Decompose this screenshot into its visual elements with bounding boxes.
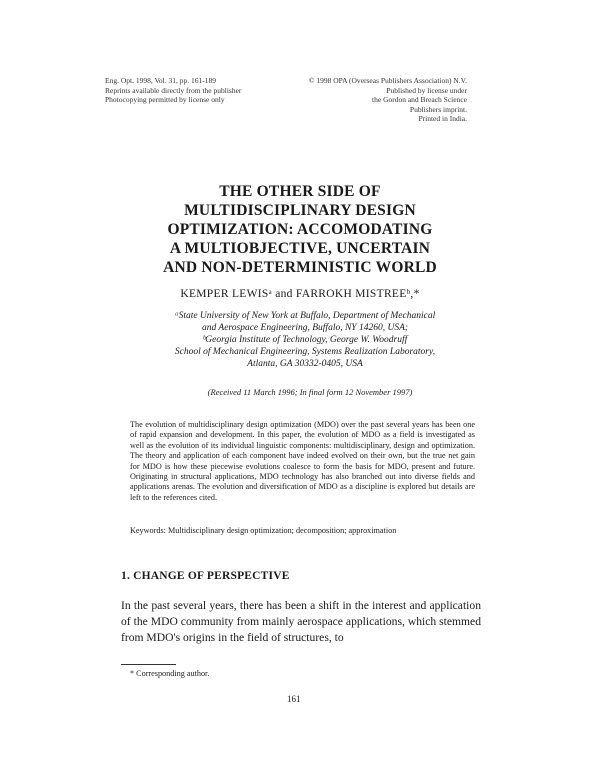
- abstract: The evolution of multidisciplinary design optimization (MDO) over the past several years has been one of rapid expansion and development. In this paper, the evolution of MDO as a field is investigated as well as the evolution of its individual linguistic components: multidisciplinary, design and optimization. The theory and application of each component have indeed evolved on their own, but the true net gain for MDO is how these piecewise evolutions coalesce to form the basis for MDO, present and future. Originating in structural applications, MDO technology has also branched out into diverse fields and applications arenas. The evolution and diversification of MDO as a discipline is explored but details are left to the references cited.: [130, 420, 475, 502]
- affiliations: [150, 310, 460, 370]
- journal-info-line: Photocopying permitted by license only: [105, 95, 225, 104]
- footnote: * Corresponding author.: [130, 669, 210, 678]
- affiliation-line: ᵃState University of New York at Buffalo, Department of Mechanical: [174, 311, 436, 321]
- title-line: THE OTHER SIDE OF: [219, 183, 381, 200]
- copyright-line: © 1998 OPA (Overseas Publishers Association) N.V.: [308, 76, 467, 85]
- title-line: AND NON-DETERMINISTIC WORLD: [163, 259, 437, 276]
- affiliation-line: School of Mechanical Engineering, Systems Realization Laboratory,: [174, 347, 436, 357]
- received-dates: (Received 11 March 1996; In final form 12 November 1997): [207, 387, 413, 397]
- affiliation-line: and Aerospace Engineering, Buffalo, NY 14260, USA;: [201, 323, 409, 333]
- copyright-info: [295, 76, 467, 124]
- keywords: Keywords: Multidisciplinary design optimization; decomposition; approximation: [130, 526, 397, 535]
- journal-info: [105, 76, 305, 105]
- affiliation-line: Atlanta, GA 30332-0405, USA: [247, 359, 363, 369]
- copyright-line: Published by license under: [386, 85, 467, 95]
- copyright-line: Publishers imprint.: [409, 104, 467, 114]
- page-number: 161: [287, 694, 301, 704]
- title-line: A MULTIOBJECTIVE, UNCERTAIN: [169, 240, 431, 257]
- title-line: MULTIDISCIPLINARY DESIGN: [184, 202, 416, 219]
- footnote-rule: [121, 664, 176, 665]
- paper-title: [160, 182, 440, 277]
- copyright-line: the Gordon and Breach Science: [372, 95, 467, 104]
- journal-info-line: Eng. Opt. 1998, Vol. 31, pp. 161-189: [105, 76, 216, 85]
- copyright-line: Printed in India.: [418, 114, 467, 123]
- journal-info-line: Reprints available directly from the publisher: [105, 85, 242, 95]
- section-heading: 1. CHANGE OF PERSPECTIVE: [121, 570, 290, 582]
- authors: KEMPER LEWISᵃ and FARROKH MISTREEᵇ,*: [180, 288, 420, 300]
- title-line: OPTIMIZATION: ACCOMODATING: [167, 221, 433, 238]
- body-paragraph: In the past several years, there has been a shift in the interest and application of the MDO community from mainly aerospace applications, which stemmed from MDO's origins in the field of structures, to: [121, 599, 481, 644]
- affiliation-line: ᵇGeorgia Institute of Technology, George W. Woodruff: [202, 335, 408, 345]
